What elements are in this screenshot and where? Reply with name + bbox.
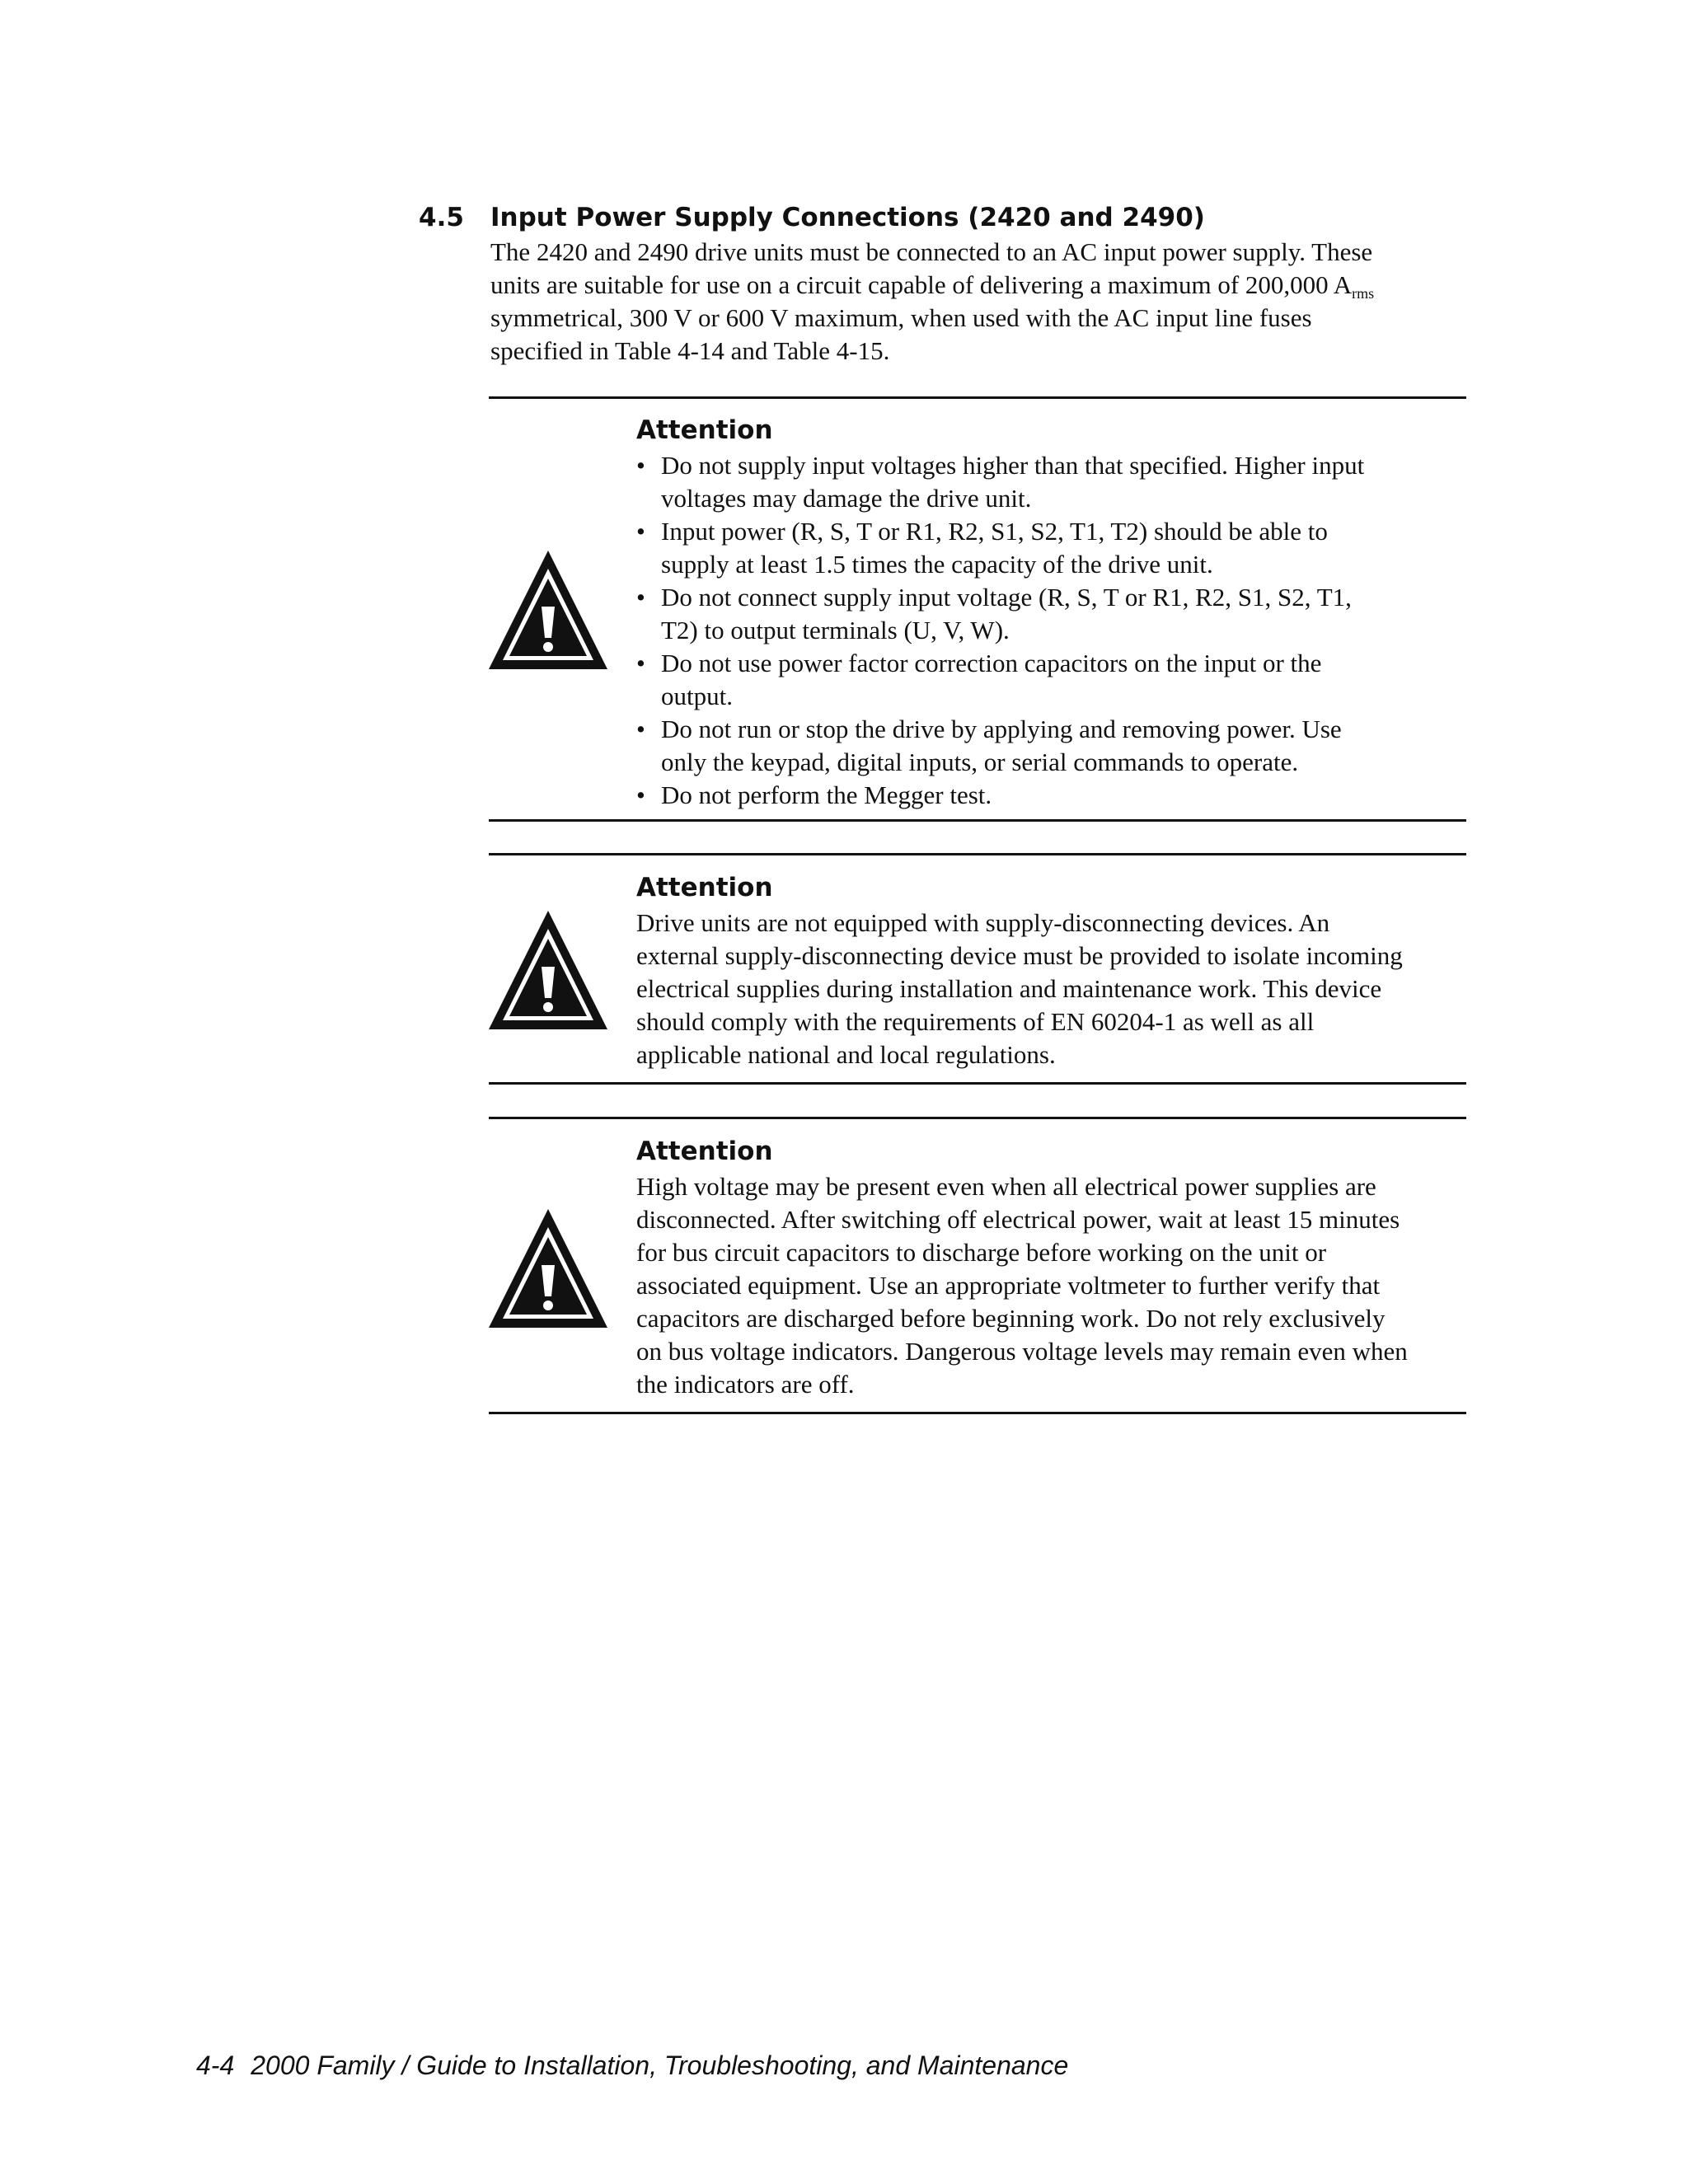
warning-triangle-icon [487,909,609,1031]
section-number: 4.5 [419,203,464,232]
paragraph-line: for bus circuit capacitors to discharge before working on the unit or [636,1238,1327,1267]
paragraph-line: disconnected. After switching off electrical power, wait at least 15 minutes [636,1205,1400,1234]
bullet-marker: • [636,517,645,546]
intro-line: symmetrical, 300 V or 600 V maximum, when used with the AC input line fuses [490,303,1312,332]
callout-top-rule [489,853,1466,855]
list-item-line: Input power (R, S, T or R1, R2, S1, S2, T1, T2) should be able to [661,517,1328,546]
list-item-line: Do not use power factor correction capacitors on the input or the [661,649,1322,677]
list-item-line: Do not run or stop the drive by applying and removing power. Use [661,715,1342,743]
bullet-marker: • [636,583,645,612]
attention-heading: Attention [636,1137,773,1166]
attention-bullet-list [636,449,1469,812]
paragraph-line: Drive units are not equipped with supply-disconnecting devices. An [636,908,1330,937]
intro-line-text: units are suitable for use on a circuit capable of delivering a maximum of 200,000 A [490,270,1353,299]
attention-heading: Attention [636,873,773,902]
list-item [636,779,1469,812]
list-item [636,713,1469,779]
intro-line [490,269,1471,302]
warning-triangle-icon [487,549,609,671]
paragraph-line: applicable national and local regulations. [636,1040,1056,1069]
page-number: 4-4 [196,2050,235,2080]
list-item [636,449,1469,515]
footer-title: 2000 Family / Guide to Installation, Troubleshooting, and Maintenance [251,2050,1069,2080]
list-item-line: voltages may damage the drive unit. [661,484,1032,513]
list-item [636,515,1469,581]
paragraph-line: associated equipment. Use an appropriate voltmeter to further verify that [636,1271,1381,1300]
intro-paragraph [490,236,1471,368]
bullet-marker: • [636,715,645,743]
attention-heading: Attention [636,415,773,445]
page-footer [196,2049,1068,2082]
list-item-line: T2) to output terminals (U, V, W). [661,616,1010,644]
callout-top-rule [489,1117,1466,1119]
intro-line: specified in Table 4-14 and Table 4-15. [490,336,890,365]
bullet-marker: • [636,451,645,480]
list-item [636,581,1469,647]
callout-bottom-rule [489,1082,1466,1085]
paragraph-line: capacitors are discharged before beginning work. Do not rely exclusively [636,1304,1386,1333]
list-item-line: Do not perform the Megger test. [661,780,992,809]
callout-bottom-rule [489,1412,1466,1414]
callout-top-rule [489,396,1466,399]
attention-paragraph [636,1170,1469,1401]
rms-subscript: rms [1352,285,1375,302]
list-item-line: only the keypad, digital inputs, or serial commands to operate. [661,748,1299,776]
paragraph-line: electrical supplies during installation and maintenance work. This device [636,974,1382,1003]
paragraph-line: on bus voltage indicators. Dangerous voltage levels may remain even when [636,1337,1408,1366]
paragraph-line: the indicators are off. [636,1370,855,1399]
warning-triangle-icon [487,1207,609,1329]
list-item [636,647,1469,713]
section-title: Input Power Supply Connections (2420 and 2490) [490,203,1205,232]
list-item-line: supply at least 1.5 times the capacity of the drive unit. [661,550,1213,579]
attention-paragraph [636,907,1469,1071]
list-item-line: Do not connect supply input voltage (R, S, T or R1, R2, S1, S2, T1, [661,583,1352,612]
intro-line: The 2420 and 2490 drive units must be connected to an AC input power supply. These [490,237,1373,266]
callout-bottom-rule [489,819,1466,822]
paragraph-line: High voltage may be present even when all electrical power supplies are [636,1172,1376,1201]
paragraph-line: external supply-disconnecting device must be provided to isolate incoming [636,941,1403,970]
paragraph-line: should comply with the requirements of EN 60204-1 as well as all [636,1007,1315,1036]
bullet-marker: • [636,649,645,677]
bullet-marker: • [636,780,645,809]
list-item-line: output. [661,682,733,710]
list-item-line: Do not supply input voltages higher than that specified. Higher input [661,451,1365,480]
